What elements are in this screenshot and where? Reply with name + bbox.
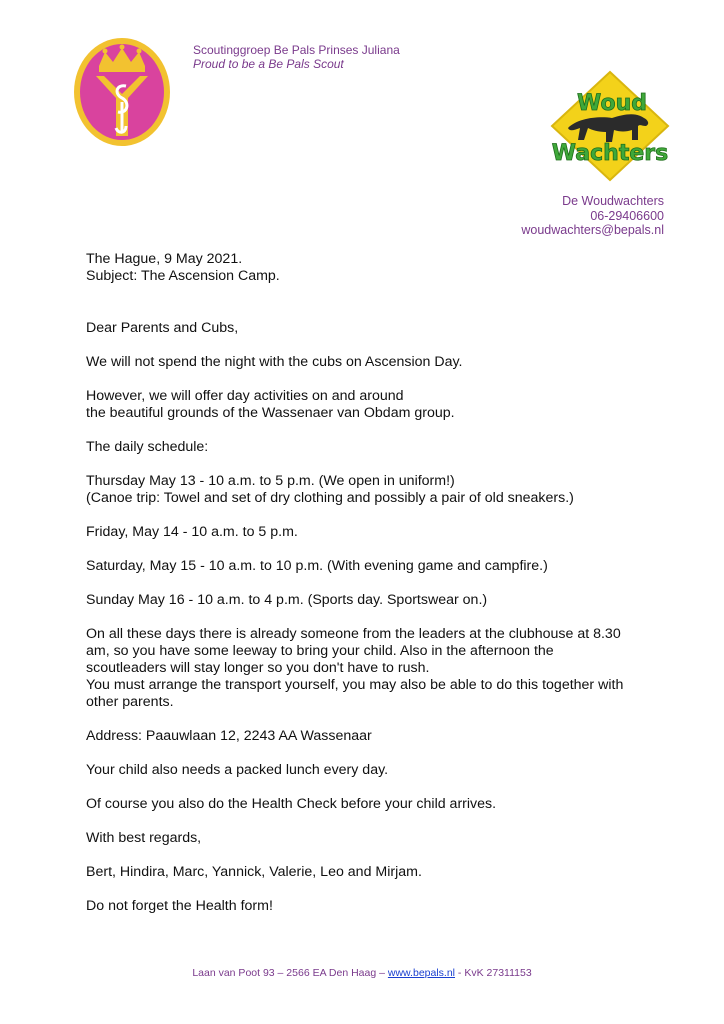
contact-name: De Woudwachters	[562, 194, 664, 208]
badge-text-top: Woud	[576, 91, 648, 116]
schedule-item-thursday: Thursday May 13 - 10 a.m. to 5 p.m. (We open in uniform!)	[86, 473, 455, 489]
letter-body	[86, 251, 666, 915]
woudwachters-panther-badge-icon	[548, 70, 672, 182]
letterhead-org	[193, 43, 400, 71]
schedule-item-friday: Friday, May 14 - 10 a.m. to 5 p.m.	[86, 524, 298, 540]
footer-address: Laan van Poot 93 – 2566 EA Den Haag –	[192, 967, 388, 979]
address-line: Address: Paauwlaan 12, 2243 AA Wassenaar	[86, 728, 372, 744]
activities-line-1: However, we will offer day activities on and around	[86, 388, 404, 404]
salutation: Dear Parents and Cubs,	[86, 320, 239, 336]
org-tagline: Proud to be a Be Pals Scout	[193, 57, 344, 71]
footer	[0, 967, 724, 979]
schedule-item-saturday: Saturday, May 15 - 10 a.m. to 10 p.m. (With evening game and campfire.)	[86, 558, 548, 574]
reminder-line: Do not forget the Health form!	[86, 898, 273, 914]
subject-line: Subject: The Ascension Camp.	[86, 268, 280, 284]
lunch-line: Your child also needs a packed lunch every day.	[86, 762, 389, 778]
footer-kvk: - KvK 27311153	[455, 967, 532, 979]
schedule-note-thursday: (Canoe trip: Towel and set of dry clothing and possibly a pair of old sneakers.)	[86, 490, 574, 506]
activities-line-2: the beautiful grounds of the Wassenaer van Obdam group.	[86, 405, 455, 421]
contact-block	[521, 194, 664, 238]
badge-text-bottom: Wachters	[551, 141, 669, 166]
arrival-line-5: other parents.	[86, 694, 174, 710]
arrival-line-3: scoutleaders will stay longer so you don't have to rush.	[86, 660, 430, 676]
footer-website-link[interactable]: www.bepals.nl	[387, 967, 456, 979]
org-name: Scoutinggroep Be Pals Prinses Juliana	[193, 43, 400, 57]
be-pals-crown-emblem-icon	[72, 36, 172, 148]
contact-email[interactable]: woudwachters@bepals.nl	[521, 223, 664, 237]
schedule-item-sunday: Sunday May 16 - 10 a.m. to 4 p.m. (Sports day. Sportswear on.)	[86, 592, 488, 608]
health-check-line: Of course you also do the Health Check before your child arrives.	[86, 796, 497, 812]
arrival-line-4: You must arrange the transport yourself, you may also be able to do this together with	[86, 677, 624, 693]
intro-paragraph: We will not spend the night with the cubs on Ascension Day.	[86, 354, 463, 370]
closing-line: With best regards,	[86, 830, 202, 846]
date-line: The Hague, 9 May 2021.	[86, 251, 243, 267]
arrival-line-2: am, so you have some leeway to bring your child. Also in the afternoon the	[86, 643, 554, 659]
signatures-line: Bert, Hindira, Marc, Yannick, Valerie, Leo and Mirjam.	[86, 864, 422, 880]
contact-phone: 06-29406600	[590, 208, 664, 223]
arrival-line-1: On all these days there is already someone from the leaders at the clubhouse at 8.30	[86, 626, 621, 642]
schedule-heading: The daily schedule:	[86, 439, 209, 455]
